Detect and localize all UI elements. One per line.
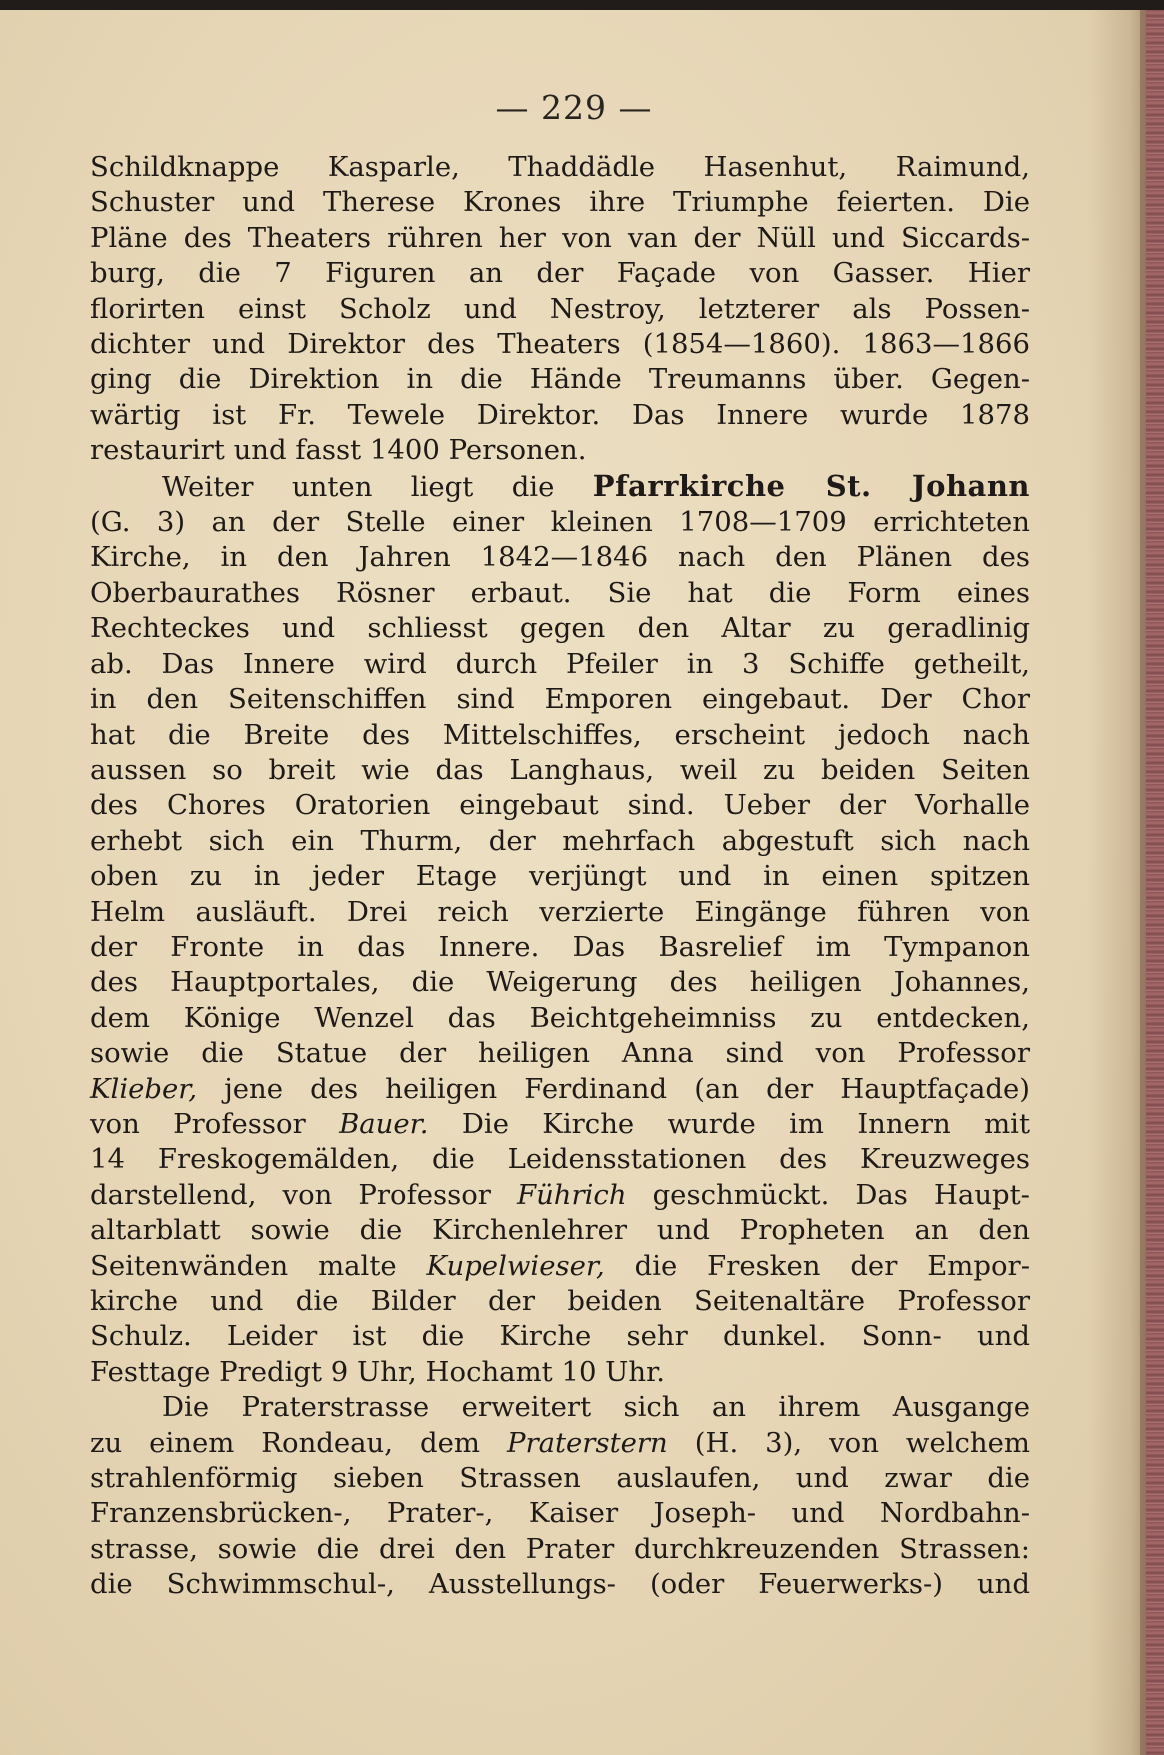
text-segment: Seitenwänden malte (90, 1249, 427, 1282)
text-line (90, 398, 1030, 433)
text-segment: 14 Freskogemälden, die Leidensstationen des Kreuzweges (90, 1143, 1030, 1176)
text-segment: Festtage Predigt 9 Uhr, Hochamt 10 Uhr. (90, 1355, 665, 1388)
text-line (90, 1284, 1030, 1319)
text-line (90, 930, 1030, 965)
text-line (90, 1178, 1030, 1213)
text-segment: des Hauptportales, die Weigerung des heiligen Johannes, (90, 966, 1030, 999)
text-segment: florirten einst Scholz und Nestroy, letzterer als Possen- (90, 292, 1030, 325)
text-segment: Rechteckes und schliesst gegen den Altar zu geradlinig (90, 612, 1030, 645)
text-segment: hat die Breite des Mittelschiffes, erscheint jedoch nach (90, 718, 1030, 751)
text-segment: restaurirt und fasst 1400 Personen. (90, 434, 587, 467)
text-line (90, 1532, 1030, 1567)
text-segment: jene des heiligen Ferdinand (an der Hauptfaçade) (197, 1072, 1030, 1105)
text-segment: Oberbaurathes Rösner erbaut. Sie hat die Form eines (90, 576, 1030, 609)
text-segment: Kirche, in den Jahren 1842—1846 nach den Plänen des (90, 541, 1030, 574)
text-line (90, 433, 1030, 468)
text-segment: burg, die 7 Figuren an der Façade von Gasser. Hier (90, 257, 1030, 290)
text-line (90, 788, 1030, 823)
page-gutter-shadow (1088, 10, 1148, 1755)
text-line (90, 256, 1030, 291)
text-line (90, 1142, 1030, 1177)
text-segment: aussen so breit wie das Langhaus, weil zu beiden Seiten (90, 753, 1030, 786)
emphasis-name: Klieber, (90, 1072, 198, 1105)
text-line (90, 647, 1030, 682)
text-line (90, 718, 1030, 753)
text-segment: Pläne des Theaters rühren her von van der Nüll und Siccards- (90, 221, 1030, 254)
text-segment: Franzensbrücken-, Prater-, Kaiser Joseph- und Nordbahn- (90, 1497, 1030, 1530)
text-segment: oben zu in jeder Etage verjüngt und in einen spitzen (90, 860, 1030, 893)
text-line (90, 1107, 1030, 1142)
text-segment: die Schwimmschul-, Ausstellungs- (oder Feuerwerks-) und (90, 1568, 1030, 1601)
page-paper (0, 10, 1148, 1755)
book-edge-pages (1146, 10, 1164, 1755)
text-line (90, 895, 1030, 930)
page-number: — 229 — (495, 88, 653, 127)
text-line (90, 1567, 1030, 1602)
text-line (90, 1426, 1030, 1461)
body-text (90, 150, 1030, 1603)
text-segment: strahlenförmig sieben Strassen auslaufen, und zwar die (90, 1462, 1030, 1495)
text-segment: in den Seitenschiffen sind Emporen eingebaut. Der Chor (90, 683, 1030, 716)
text-line (90, 859, 1030, 894)
text-line (90, 1072, 1030, 1107)
text-segment: Schildknappe Kasparle, Thaddädle Hasenhut, Raimund, (90, 151, 1030, 183)
text-segment: (H. 3), von welchem (667, 1426, 1030, 1459)
text-line (90, 327, 1030, 362)
text-segment: Die Kirche wurde im Innern mit (428, 1107, 1030, 1140)
text-segment: kirche und die Bilder der beiden Seitenaltäre Professor (90, 1285, 1030, 1317)
text-segment: der Fronte in das Innere. Das Basrelief im Tympanon (90, 930, 1030, 963)
text-line (90, 185, 1030, 220)
text-line (90, 682, 1030, 717)
text-line (90, 469, 1030, 505)
text-segment: dem Könige Wenzel das Beichtgeheimniss zu entdecken, (90, 1001, 1030, 1034)
text-line (90, 150, 1030, 185)
text-line (90, 1001, 1030, 1036)
text-line (90, 1036, 1030, 1071)
text-line (90, 1496, 1030, 1531)
text-segment: ging die Direktion in die Hände Treumanns über. Gegen- (90, 363, 1030, 396)
text-segment: Helm ausläuft. Drei reich verzierte Eingänge führen von (90, 895, 1030, 928)
text-segment: erhebt sich ein Thurm, der mehrfach abgestuft sich nach (90, 824, 1030, 857)
text-segment: dichter und Direktor des Theaters (1854—1860). 1863—1866 (90, 328, 1030, 361)
text-segment: von Professor (90, 1107, 340, 1140)
emphasis-name: Bauer. (339, 1107, 429, 1140)
emphasis-name: Kupelwieser, (426, 1249, 605, 1282)
heading-inline: Pfarrkirche St. Johann (592, 468, 1030, 503)
text-line (90, 505, 1030, 540)
text-segment: Schulz. Leider ist die Kirche sehr dunkel. Sonn- und (90, 1320, 1030, 1353)
text-line (90, 1213, 1030, 1248)
text-segment: Schuster und Therese Krones ihre Triumphe feierten. Die (90, 186, 1030, 219)
text-line (90, 540, 1030, 575)
text-segment: ab. Das Innere wird durch Pfeiler in 3 Schiffe getheilt, (90, 647, 1030, 680)
text-line (90, 221, 1030, 256)
text-segment: strasse, sowie die drei den Prater durchkreuzenden Strassen: (90, 1532, 1030, 1565)
text-line (90, 1461, 1030, 1496)
text-segment: darstellend, von Professor (90, 1178, 517, 1211)
emphasis-name: Führich (516, 1178, 627, 1211)
text-segment: sowie die Statue der heiligen Anna sind von Professor (90, 1037, 1030, 1070)
text-segment: wärtig ist Fr. Tewele Direktor. Das Innere wurde 1878 (90, 398, 1030, 431)
text-segment: (G. 3) an der Stelle einer kleinen 1708—1709 errichteten (90, 506, 1030, 539)
text-line (90, 1249, 1030, 1284)
text-segment: altarblatt sowie die Kirchenlehrer und Propheten an den (90, 1214, 1030, 1247)
text-line (90, 1390, 1030, 1425)
text-line (90, 576, 1030, 611)
text-line (90, 292, 1030, 327)
emphasis-name: Praterstern (506, 1426, 668, 1459)
text-line (90, 753, 1030, 788)
text-segment: die Fresken der Empor- (604, 1249, 1030, 1282)
text-line (90, 1319, 1030, 1354)
text-segment: des Chores Oratorien eingebaut sind. Ueber der Vorhalle (90, 789, 1030, 822)
text-segment: Weiter unten liegt die (162, 470, 593, 503)
text-segment: geschmückt. Das Haupt- (626, 1178, 1030, 1211)
text-line (90, 362, 1030, 397)
text-line (90, 965, 1030, 1000)
text-line (90, 611, 1030, 646)
text-line (90, 824, 1030, 859)
text-segment: zu einem Rondeau, dem (90, 1426, 507, 1459)
text-segment: Die Praterstrasse erweitert sich an ihrem Ausgange (162, 1391, 1030, 1424)
text-line (90, 1355, 1030, 1390)
